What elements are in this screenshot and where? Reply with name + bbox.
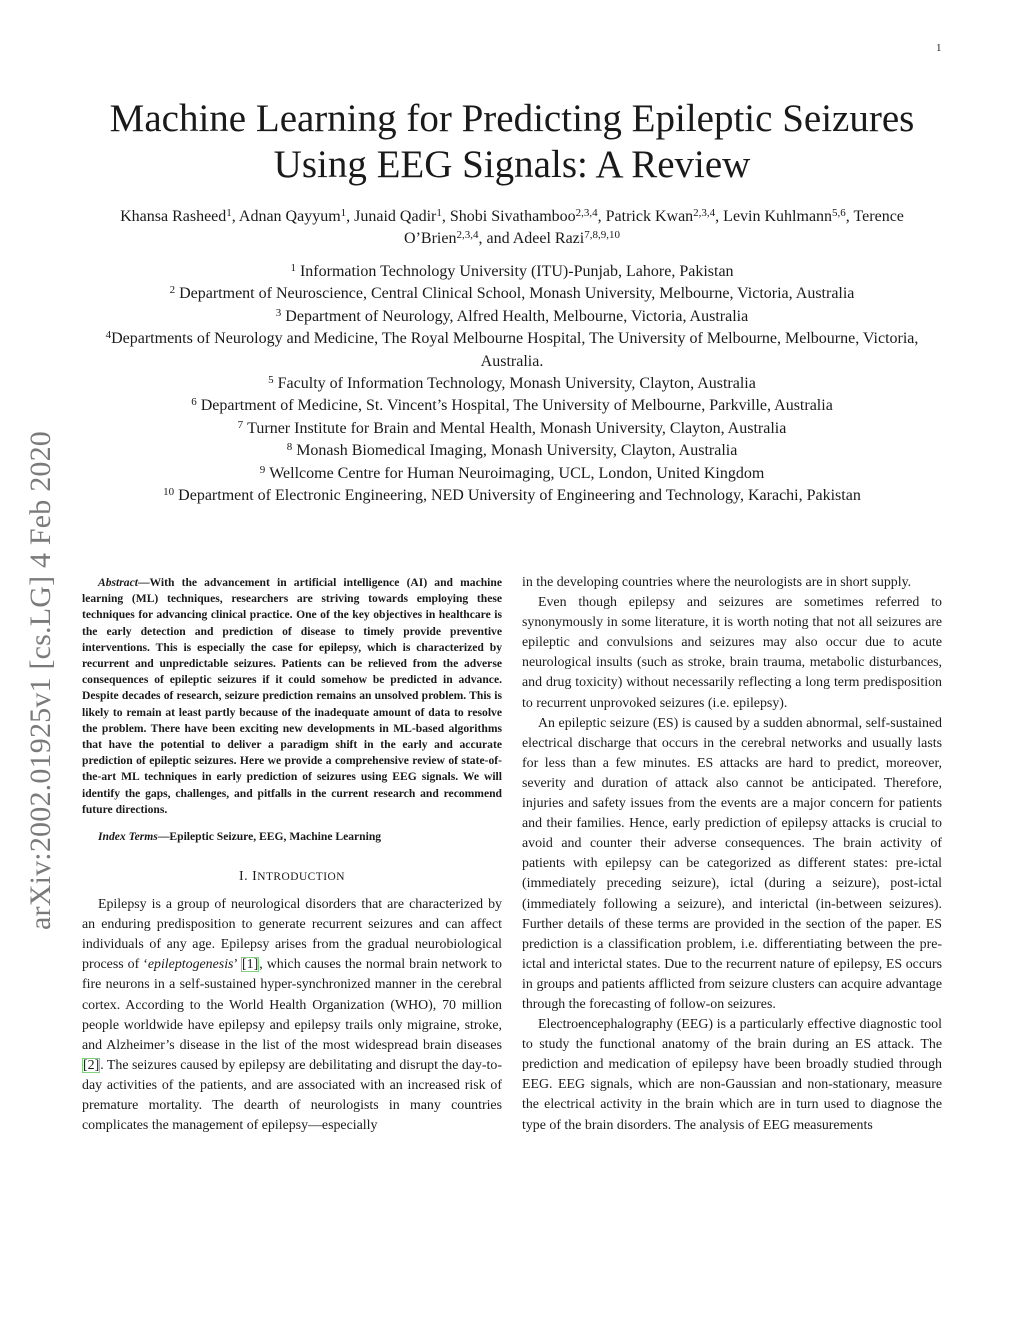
- affiliation: [80, 395, 944, 417]
- abstract: [82, 575, 502, 818]
- author-name: Terence O’Brien: [404, 208, 904, 247]
- paper-title: [80, 96, 944, 188]
- affiliation-number: 6: [191, 396, 197, 409]
- affiliation-number: 4: [105, 329, 112, 342]
- author-name: Shobi Sivathamboo: [449, 208, 576, 225]
- author-affiliation-mark: 5,6: [832, 207, 846, 219]
- index-terms-label: Index Terms: [98, 830, 158, 844]
- citation-link[interactable]: [1]: [242, 957, 259, 973]
- affiliation-number: 2: [169, 284, 176, 297]
- affiliation-text: Information Technology University (ITU)-Punjab, Lahore, Pakistan: [299, 263, 734, 280]
- affiliation-number: 9: [259, 463, 266, 476]
- index-terms-dash: —: [157, 830, 170, 844]
- author-name: Levin Kuhlmann: [723, 208, 833, 225]
- author-affiliation-mark: 2,3,4: [456, 229, 479, 241]
- author-affiliation-mark: 2,3,4: [693, 207, 716, 219]
- author-affiliation-mark: 1: [340, 207, 347, 219]
- affiliation: [80, 440, 944, 462]
- author-separator: ,: [231, 208, 239, 225]
- affiliation-text: Department of Neurology, Alfred Health, Melbourne, Victoria, Australia: [285, 307, 749, 325]
- section-numeral: I.: [239, 869, 253, 885]
- arxiv-identifier: arXiv:2002.01925v1 [cs.LG] 4 Feb 2020: [24, 430, 57, 930]
- affiliation-number: 5: [268, 374, 274, 387]
- affiliation-number: 7: [237, 418, 244, 431]
- author-separator: ,: [845, 208, 854, 225]
- author-affiliation-mark: 1: [226, 207, 232, 219]
- affiliation-number: 8: [286, 441, 293, 454]
- intro-text: , which causes the normal brain network to fire neurons in a self-sustained hyper-synchronized manner in the cerebral cortex. According to the World Health Organization (WHO), 70 million people worldwide have epilepsy and epilepsy trails only migraine, stroke, and Alzheimer’s disease in the list of the most widespread brain diseases: [82, 957, 502, 1053]
- author-separator: ,: [715, 208, 724, 225]
- author-separator: , and: [478, 230, 513, 247]
- paragraph-seizure-definition: Even though epilepsy and seizures are sometimes referred to synonymously in some literature, it is worth noting that not all seizures are epileptic and convulsions and seizures may also occur due to acute neurological insults (such as stroke, brain trauma, metabolic disturbances, and drug toxicity) without necessarily reflecting a long term predisposition to recurrent unprovoked seizures (i.e. epilepsy).: [522, 595, 942, 711]
- affiliation-number: 3: [275, 306, 282, 319]
- author-separator: ,: [346, 208, 355, 225]
- author-list: [100, 206, 924, 250]
- author-separator: ,: [597, 208, 606, 225]
- author-name: Khansa Rasheed: [120, 208, 227, 225]
- author-name: Adeel Razi: [512, 230, 585, 247]
- affiliation-text: Department of Electronic Engineering, NED University of Engineering and Technology, Karachi, Pakistan: [178, 487, 861, 505]
- section-initial: I: [252, 869, 258, 885]
- author-name: Junaid Qadir: [354, 208, 437, 225]
- paragraph-eeg: Electroencephalography (EEG) is a particularly effective diagnostic tool to study the functional anatomy of the brain during an ES attack. The prediction and medication of epilepsy have been broadly studied through EEG. EEG signals, which are non-Gaussian and non-stationary, measure the electrical activity in the brain which are in turn used to diagnose the type of the brain disorders. The analysis of EEG measurements: [522, 1017, 942, 1133]
- affiliation-text: Monash Biomedical Imaging, Monash University, Clayton, Australia: [296, 442, 738, 460]
- section-heading-introduction: [82, 869, 502, 885]
- affiliation: [80, 418, 944, 440]
- citation-link[interactable]: [2]: [83, 1057, 100, 1073]
- affiliation-text: Turner Institute for Brain and Mental Health, Monash University, Clayton, Australia: [247, 419, 787, 437]
- affiliation-text: Department of Neuroscience, Central Clinical School, Monash University, Melbourne, Victoria, Australia: [179, 285, 855, 303]
- affiliation: [80, 261, 944, 283]
- author-affiliation-mark: 1: [436, 207, 442, 219]
- continued-paragraph: in the developing countries where the neurologists are in short supply.: [522, 575, 912, 590]
- author-name: Adnan Qayyum: [238, 208, 341, 225]
- intro-text: Epilepsy is a group of neurological disorders that are characterized by an enduring predisposition to generate recurrent seizures and can affect individuals of any age. Epilepsy arises from the gradual neurobiological process of ‘: [82, 897, 502, 973]
- section-title-rest: NTRODUCTION: [257, 871, 345, 884]
- intro-emphasis: epileptogenesis: [147, 957, 234, 973]
- affiliation: [80, 485, 944, 507]
- affiliation: [80, 463, 944, 485]
- abstract-text: With the advancement in artificial intelligence (AI) and machine learning (ML) techniques, researchers are striving towards employing these techniques for advancing clinical practice. One of the key objectives in healthcare is the early detection and prediction of disease to timely provide preventive interventions. This is especially the case for epilepsy, which is characterized by recurrent and unpredictable seizures. Patients can be relieved from the adverse consequences of epileptic seizures if it could somehow be predicted in advance. Despite decades of research, seizure prediction remains an unsolved problem. This is likely to remain at least partly because of the inadequate amount of data to resolve the problem. There have been exciting new developments in ML-based algorithms that have the potential to deliver a paradigm shift in the early and accurate prediction of epileptic seizures. Here we provide a comprehensive review of state-of-the-art ML techniques in early prediction of seizures using EEG signals. We will identify the gaps, challenges, and pitfalls in the current research and recommend future directions.: [82, 576, 502, 816]
- affiliation: [80, 373, 944, 395]
- affiliation-number: 1: [290, 262, 296, 274]
- intro-text: . The seizures caused by epilepsy are debilitating and disrupt the day-to-day activities of the patients, and are associated with an increased risk of premature mortality. The dearth of neurologists in many countries complicates the management of epilepsy—especially: [82, 1057, 502, 1134]
- author-affiliation-mark: 2,3,4: [575, 207, 598, 219]
- abstract-dash: —: [137, 576, 150, 589]
- intro-paragraph-1: [82, 895, 502, 1136]
- affiliation-list: [80, 261, 944, 507]
- abstract-label: Abstract: [98, 576, 138, 589]
- affiliation-text: Wellcome Centre for Human Neuroimaging, UCL, London, United Kingdom: [269, 464, 765, 482]
- author-affiliation-mark: 7,8,9,10: [584, 229, 620, 241]
- affiliation-text: Faculty of Information Technology, Monash University, Clayton, Australia: [277, 375, 756, 393]
- affiliation: [80, 306, 944, 328]
- intro-text: ’: [233, 957, 242, 973]
- right-column: [522, 573, 942, 1136]
- affiliation: [80, 328, 944, 373]
- author-separator: ,: [441, 208, 450, 225]
- author-name: Patrick Kwan: [605, 208, 694, 225]
- affiliation-text: Departments of Neurology and Medicine, The Royal Melbourne Hospital, The University of Melbourne, Melbourne, Victoria, Australia.: [111, 330, 919, 370]
- paragraph-epileptic-seizure: An epileptic seizure (ES) is caused by a sudden abnormal, self-sustained electrical discharge that occurs in the cerebral networks and usually lasts for less than a few minutes. ES attacks are hard to predict, moreover, severity and duration of attack also cannot be anticipated. Therefore, injuries and safety issues from the events are a major concern for patients and their families. Hence, early prediction of epilepsy attacks is crucial to avoid and counter their adverse consequences. The brain activity of patients with epilepsy can be categorized as different states: pre-ictal (immediately preceding seizure), ictal (during a seizure), post-ictal (immediately following a seizure), and interictal (in-between seizures). Further details of these terms are provided in the section of the paper. ES prediction is a classification problem, i.e. differentiating between the pre-ictal and interictal states. Due to the recurrent nature of epilepsy, ES occurs in groups and patients afflicted from seizure clusters can acquire advantage through the forecasting of follow-on seizures.: [522, 715, 942, 1012]
- affiliation-text: Department of Medicine, St. Vincent’s Hospital, The University of Melbourne, Parkville, Australia: [200, 397, 833, 415]
- title-line-1: Machine Learning for Predicting Epileptic Seizures: [109, 97, 915, 140]
- affiliation: [80, 283, 944, 305]
- title-line-2: Using EEG Signals: A Review: [273, 143, 751, 186]
- index-terms-text: Epileptic Seizure, EEG, Machine Learning: [169, 830, 382, 844]
- page-number: 1: [936, 42, 942, 54]
- affiliation-number: 10: [163, 486, 175, 499]
- left-column: [82, 575, 502, 1136]
- index-terms: [82, 829, 502, 845]
